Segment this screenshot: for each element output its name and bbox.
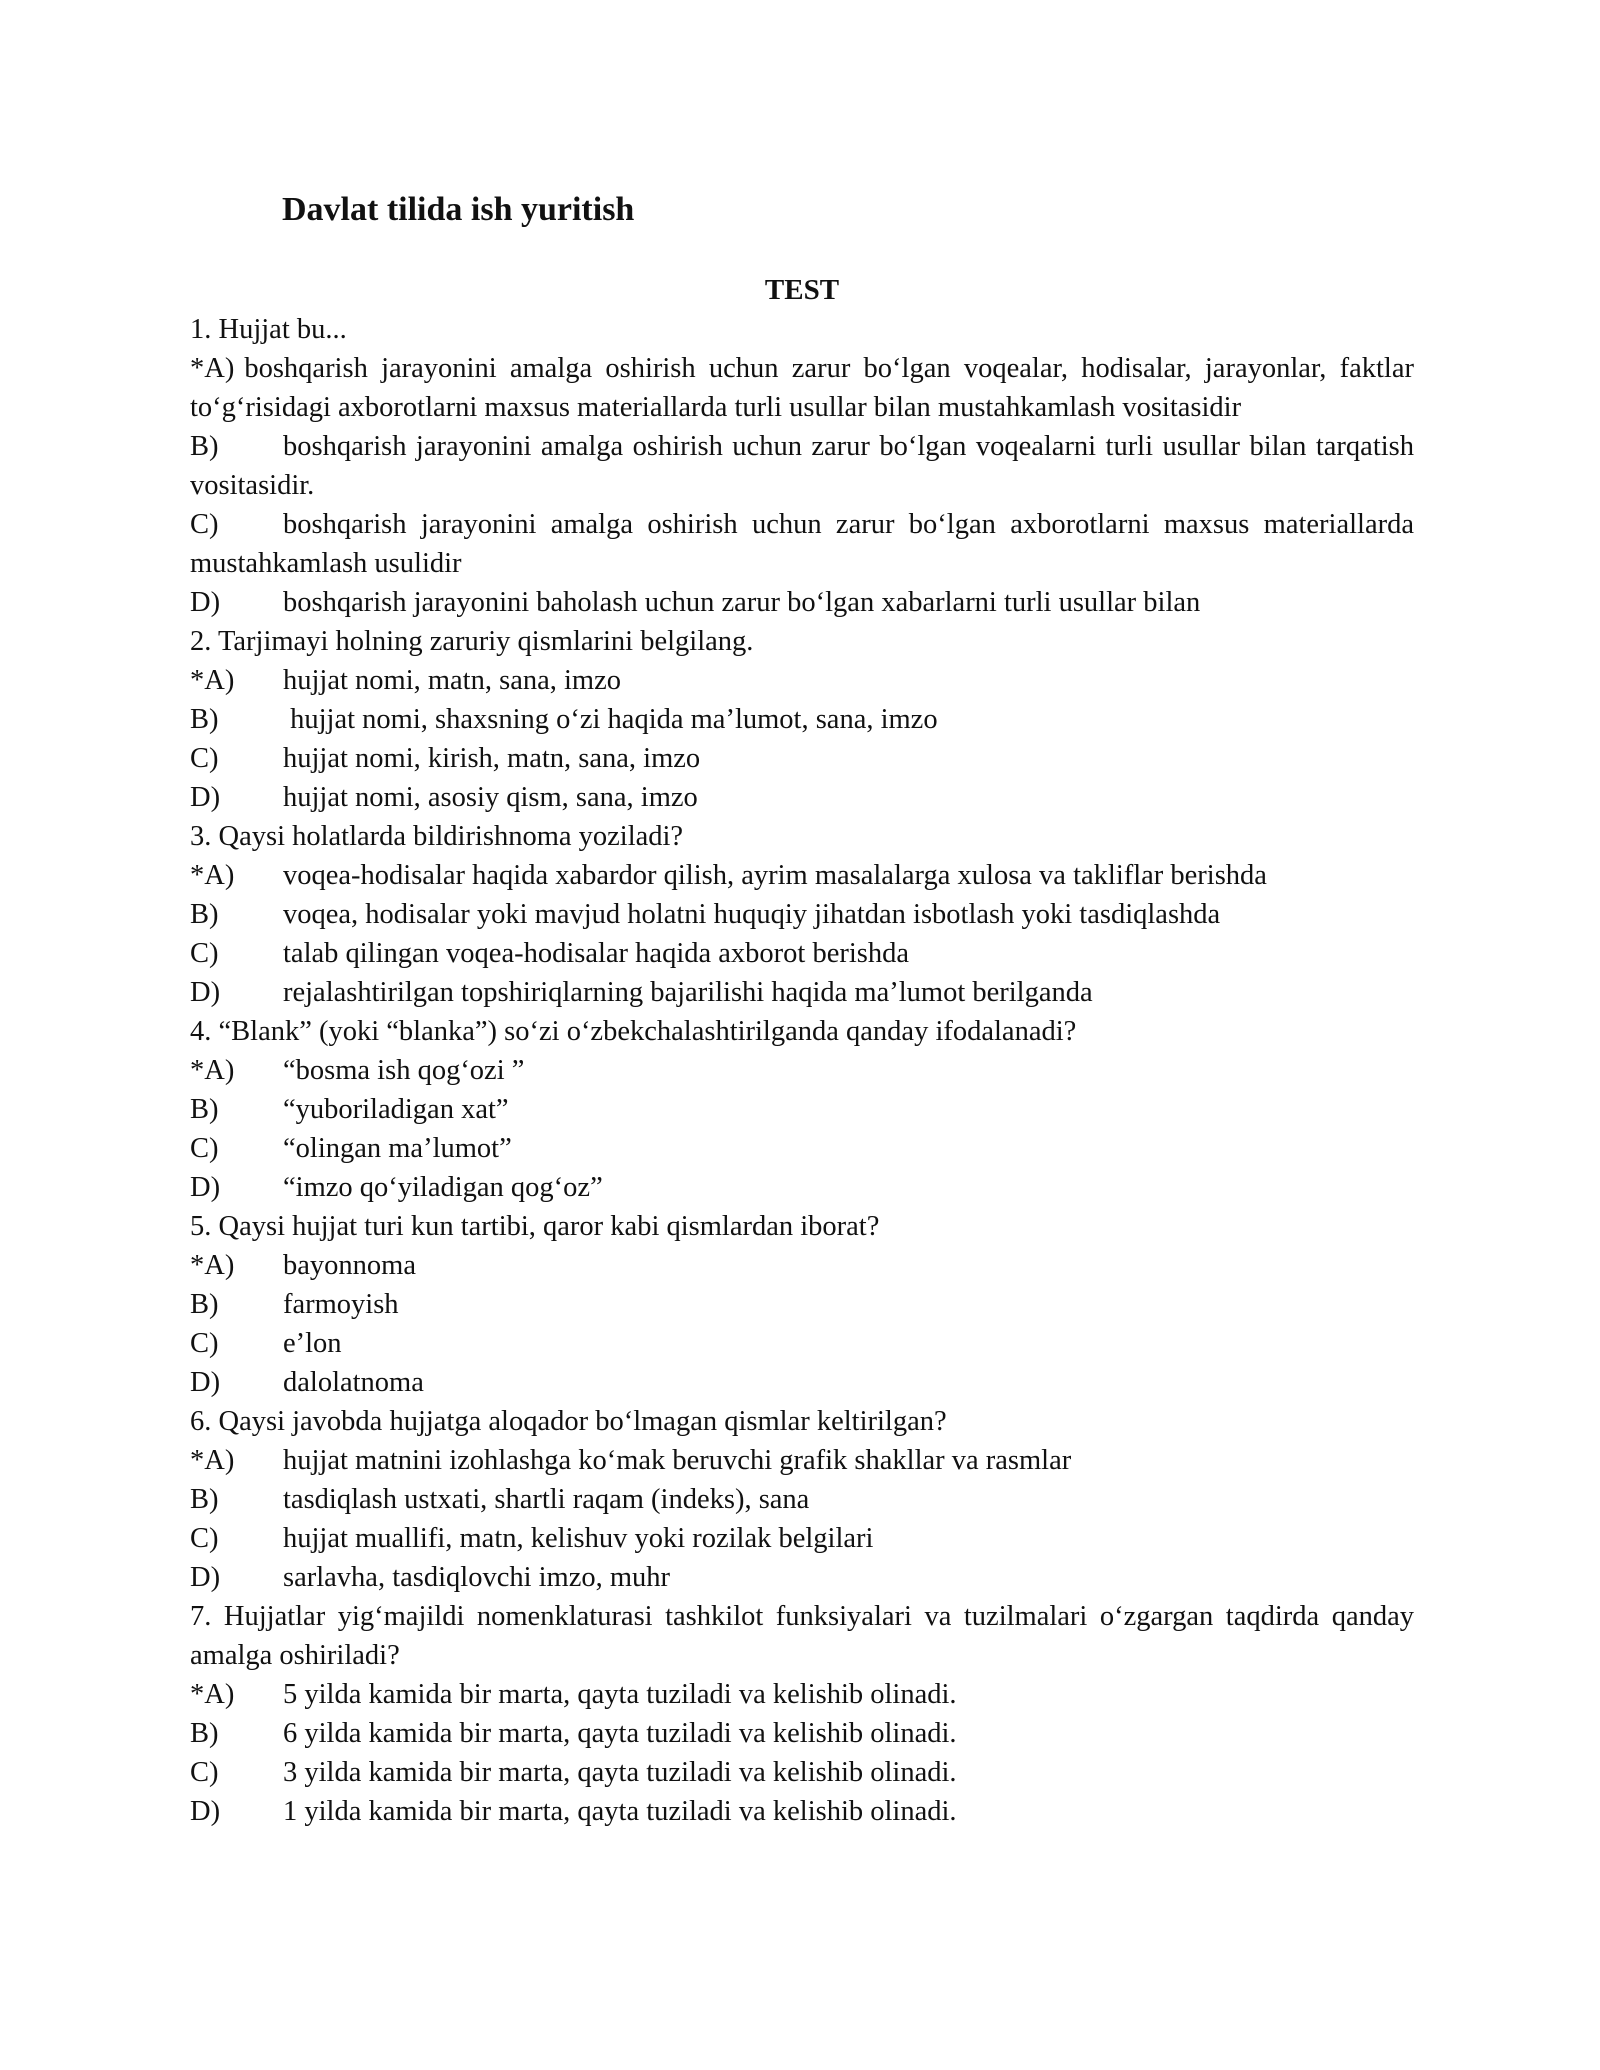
option-letter: C) (190, 509, 219, 540)
option-b (190, 427, 1414, 505)
option-c (190, 934, 1414, 973)
option-c (190, 505, 1414, 583)
option-letter: C) (190, 1757, 219, 1788)
option-text: 6 yilda kamida bir marta, qayta tuziladi va kelishib olinadi. (283, 1718, 957, 1749)
option-letter: B) (190, 431, 219, 462)
option-text: talab qilingan voqea-hodisalar haqida axborot berishda (283, 938, 909, 969)
option-a (190, 1051, 1414, 1090)
option-text: hujjat muallifi, matn, kelishuv yoki rozilak belgilari (283, 1523, 874, 1554)
question-text: 3. Qaysi holatlarda bildirishnoma yoziladi? (190, 821, 684, 852)
option-b (190, 1285, 1414, 1324)
option-text: hujjat nomi, kirish, matn, sana, imzo (283, 743, 701, 774)
option-b (190, 895, 1414, 934)
question-text: 4. “Blank” (yoki “blanka”) so‘zi o‘zbekchalashtirilganda qanday ifodalanadi? (190, 1016, 1077, 1047)
question-3 (190, 817, 1414, 1012)
option-text: “bosma ish qog‘ozi ” (283, 1055, 525, 1086)
option-d (190, 1792, 1414, 1831)
option-text: boshqarish jarayonini amalga oshirish uchun zarur bo‘lgan voqealarni turli usullar bilan tarqatish vositasidir. (190, 431, 1414, 501)
question-text: 5. Qaysi hujjat turi kun tartibi, qaror kabi qismlardan iborat? (190, 1211, 880, 1242)
option-c (190, 739, 1414, 778)
option-text: 3 yilda kamida bir marta, qayta tuziladi va kelishib olinadi. (283, 1757, 957, 1788)
option-letter: *A) (190, 860, 235, 891)
option-letter: D) (190, 1367, 221, 1398)
option-letter: B) (190, 899, 219, 930)
option-text: “olingan ma’lumot” (283, 1133, 512, 1164)
option-text: hujjat nomi, asosiy qism, sana, imzo (283, 782, 698, 813)
question-6 (190, 1402, 1414, 1597)
option-text: hujjat nomi, shaxsning o‘zi haqida ma’lumot, sana, imzo (283, 704, 938, 735)
option-c (190, 1324, 1414, 1363)
option-a (190, 1246, 1414, 1285)
option-letter: B) (190, 1289, 219, 1320)
option-d (190, 778, 1414, 817)
option-d (190, 973, 1414, 1012)
option-text: bayonnoma (283, 1250, 416, 1281)
option-a (190, 1675, 1414, 1714)
option-text: e’lon (283, 1328, 342, 1359)
option-a (190, 661, 1414, 700)
question-text: 1. Hujjat bu... (190, 314, 347, 345)
option-letter: B) (190, 704, 219, 735)
option-text: 1 yilda kamida bir marta, qayta tuziladi va kelishib olinadi. (283, 1796, 957, 1827)
option-letter: C) (190, 938, 219, 969)
option-d (190, 1363, 1414, 1402)
option-text: hujjat matnini izohlashga ko‘mak beruvchi grafik shakllar va rasmlar (283, 1445, 1072, 1476)
option-c (190, 1753, 1414, 1792)
option-letter: *A) (190, 1445, 235, 1476)
option-letter: D) (190, 782, 221, 813)
option-letter: B) (190, 1484, 219, 1515)
option-text: boshqarish jarayonini baholash uchun zarur bo‘lgan xabarlarni turli usullar bilan (283, 587, 1201, 618)
option-text: tasdiqlash ustxati, shartli raqam (indeks), sana (283, 1484, 810, 1515)
option-letter: *A) (190, 1679, 235, 1710)
option-letter: D) (190, 1562, 221, 1593)
option-text: dalolatnoma (283, 1367, 424, 1398)
option-letter: C) (190, 1133, 219, 1164)
option-d (190, 1558, 1414, 1597)
option-text: rejalashtirilgan topshiriqlarning bajarilishi haqida ma’lumot berilganda (283, 977, 1093, 1008)
option-text: boshqarish jarayonini amalga oshirish uchun zarur bo‘lgan axborotlarni maxsus materiallarda mustahkamlash usulidir (190, 509, 1414, 579)
question-list (190, 310, 1414, 1831)
option-letter: D) (190, 587, 221, 618)
option-letter: *A) (190, 1250, 235, 1281)
option-text: 5 yilda kamida bir marta, qayta tuziladi va kelishib olinadi. (283, 1679, 957, 1710)
option-letter: D) (190, 1796, 221, 1827)
option-text: farmoyish (283, 1289, 399, 1320)
question-text: 2. Tarjimayi holning zaruriy qismlarini belgilang. (190, 626, 754, 657)
question-1 (190, 310, 1414, 622)
option-letter: *A) (190, 665, 235, 696)
question-text: 6. Qaysi javobda hujjatga aloqador bo‘lmagan qismlar keltirilgan? (190, 1406, 947, 1437)
question-5 (190, 1207, 1414, 1402)
option-b (190, 1480, 1414, 1519)
option-c (190, 1129, 1414, 1168)
option-letter: D) (190, 1172, 221, 1203)
option-letter: B) (190, 1718, 219, 1749)
option-text: boshqarish jarayonini amalga oshirish uchun zarur bo‘lgan voqealar, hodisalar, jarayonlar, faktlar to‘g‘risidagi axborotlarni maxsus materiallarda turli usullar bilan mustahkamlash vositasidir (190, 353, 1414, 423)
option-a (190, 856, 1414, 895)
question-7 (190, 1597, 1414, 1831)
document-title: Davlat tilida ish yuritish (282, 191, 635, 228)
option-letter: *A) (190, 1055, 235, 1086)
option-text: voqea-hodisalar haqida xabardor qilish, ayrim masalalarga xulosa va takliflar berishda (283, 860, 1267, 891)
option-b (190, 1714, 1414, 1753)
option-letter: C) (190, 1328, 219, 1359)
option-letter: *A) (190, 353, 235, 384)
option-letter: B) (190, 1094, 219, 1125)
question-4 (190, 1012, 1414, 1207)
option-text: hujjat nomi, matn, sana, imzo (283, 665, 621, 696)
question-text: 7. Hujjatlar yig‘majildi nomenklaturasi tashkilot funksiyalari va tuzilmalari o‘zgargan taqdirda qanday amalga oshiriladi? (190, 1601, 1414, 1671)
option-c (190, 1519, 1414, 1558)
option-text: “yuboriladigan xat” (283, 1094, 509, 1125)
option-text: “imzo qo‘yiladigan qog‘oz” (283, 1172, 603, 1203)
option-letter: D) (190, 977, 221, 1008)
question-2 (190, 622, 1414, 817)
option-text: voqea, hodisalar yoki mavjud holatni huquqiy jihatdan isbotlash yoki tasdiqlashda (283, 899, 1221, 930)
option-text: sarlavha, tasdiqlovchi imzo, muhr (283, 1562, 671, 1593)
option-b (190, 1090, 1414, 1129)
option-a (190, 349, 1414, 427)
option-letter: C) (190, 1523, 219, 1554)
test-heading: TEST (764, 274, 840, 306)
option-letter: C) (190, 743, 219, 774)
option-a (190, 1441, 1414, 1480)
option-d (190, 1168, 1414, 1207)
option-b (190, 700, 1414, 739)
option-d (190, 583, 1414, 622)
